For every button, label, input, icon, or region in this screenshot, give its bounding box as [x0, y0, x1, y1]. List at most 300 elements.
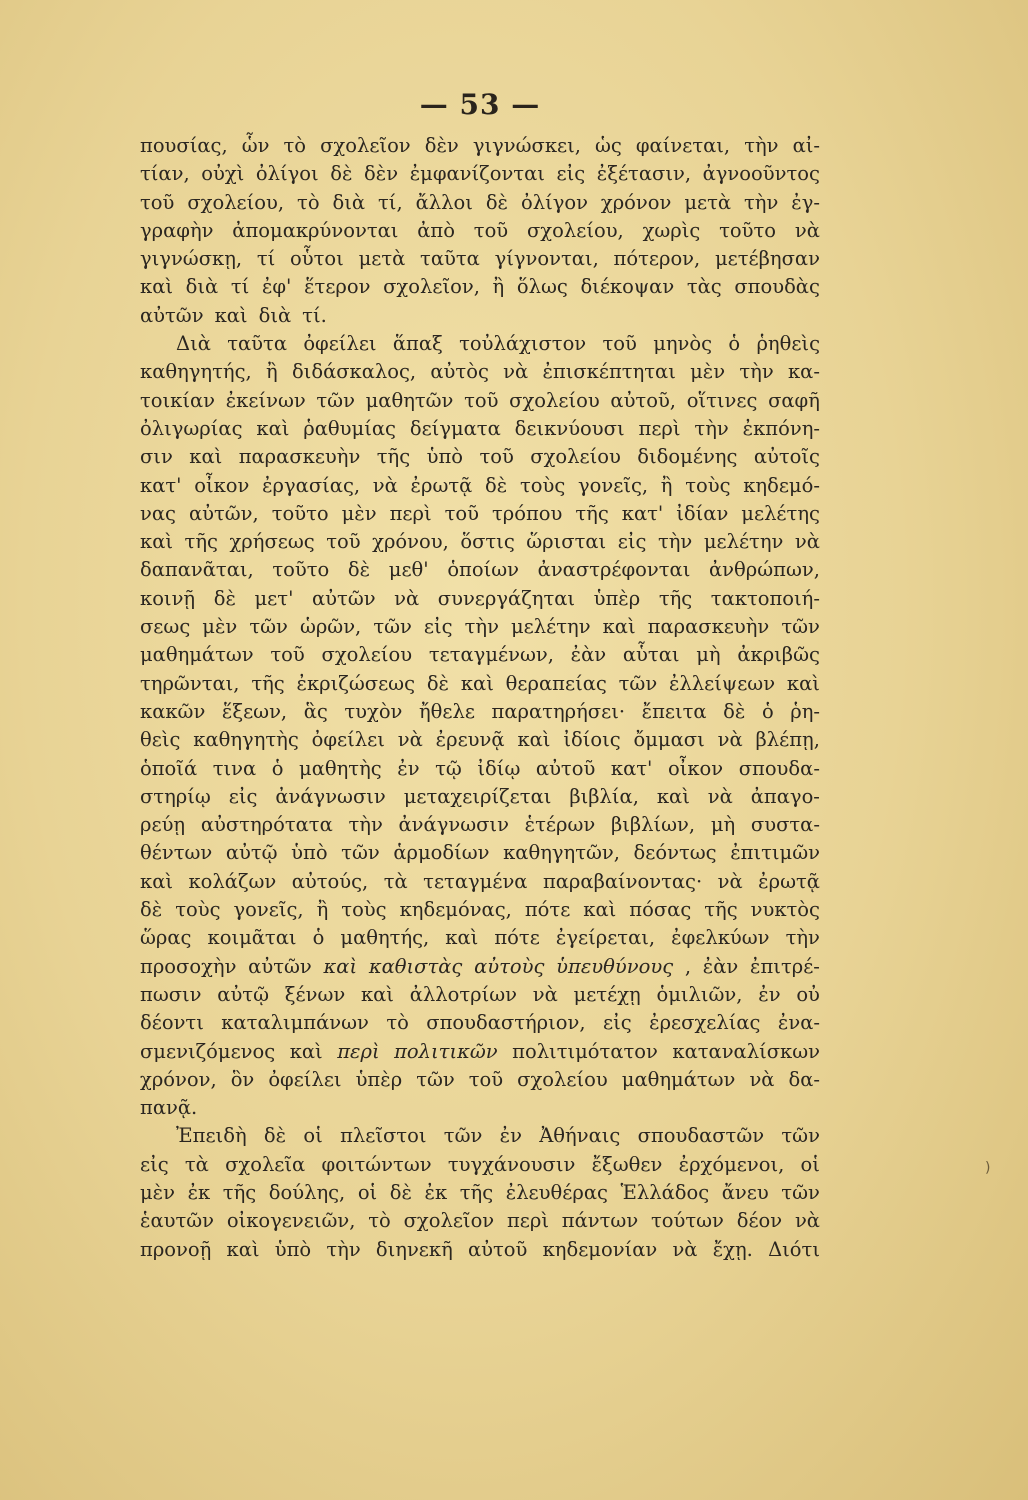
word: τοῦ — [444, 501, 479, 525]
word: νὰ — [794, 530, 820, 554]
word: νὰ — [503, 360, 529, 384]
word: τηρῶνται, — [140, 671, 240, 695]
word: μελέτην — [703, 530, 784, 554]
word: δείγματα — [409, 416, 501, 440]
word: καὶ — [460, 671, 494, 695]
word: αὗται — [622, 643, 680, 667]
word: εἰς — [140, 1152, 169, 1176]
word: τὴν — [694, 416, 729, 440]
word: καθηγητής, — [140, 360, 252, 384]
word: τῶν — [781, 1124, 820, 1148]
word: εἰς — [228, 784, 258, 808]
text-line — [140, 189, 820, 217]
word: Ἀθήναις — [539, 1124, 621, 1148]
word: τῶν — [618, 671, 658, 695]
word: γίγνονται, — [494, 247, 599, 271]
text-line — [140, 953, 820, 981]
word: ὡς — [595, 134, 622, 157]
word: νὰ — [794, 218, 820, 242]
word: περὶ — [389, 501, 432, 525]
word: μελέτην — [511, 615, 591, 639]
word: μετὰ — [684, 190, 732, 214]
word: κατ' — [621, 501, 664, 525]
word: ὀλίγον — [520, 190, 588, 214]
word: ὡρῶν, — [299, 615, 362, 639]
word: διὰ — [258, 303, 292, 327]
text-line — [140, 585, 820, 613]
word: τῆς — [184, 530, 218, 554]
text-line — [140, 811, 820, 839]
word: τῆς — [658, 586, 693, 610]
word: τῶν — [341, 841, 380, 865]
word: καὶ — [256, 416, 290, 440]
word: ἐκ — [187, 1180, 211, 1204]
word: μὲν — [202, 615, 238, 639]
text-line — [140, 868, 820, 896]
word: ἐξέτασιν, — [596, 162, 692, 186]
word: τῆς — [704, 898, 738, 922]
word: τί. — [302, 303, 327, 327]
word: πόσας — [629, 898, 692, 922]
word: ἐκείνων — [225, 388, 306, 412]
word: γονεῖς, — [233, 898, 304, 922]
word: στηρίῳ — [140, 784, 211, 808]
word: καὶ — [140, 530, 174, 554]
word: χρήσεως — [229, 530, 315, 554]
word: ἰδίαν — [676, 501, 729, 525]
word: ὃν — [230, 1067, 255, 1091]
word: ἢ — [316, 898, 329, 922]
word: δὲ — [347, 558, 371, 582]
word: τῶν — [249, 615, 288, 639]
word: ῥηθεὶς — [756, 332, 820, 356]
word: δα- — [788, 1067, 820, 1091]
word: ἔπειτα — [641, 699, 707, 723]
word: νὰ — [372, 473, 398, 497]
word: ἢ — [265, 360, 278, 384]
text-line — [140, 924, 820, 952]
word: ἀνάγνωσιν — [275, 784, 386, 808]
word: τεταγμένα — [423, 869, 528, 893]
text-line — [140, 1236, 820, 1264]
word: νὰ — [717, 869, 743, 893]
word: αἰ- — [792, 134, 820, 157]
word: τοῦ — [464, 388, 499, 412]
word: γραφὴν — [140, 218, 214, 242]
word: περὶ — [506, 1209, 549, 1233]
word: ἄλλοι — [415, 190, 473, 214]
word: ὀλιγωρίας — [140, 416, 243, 440]
word: περὶ — [638, 416, 681, 440]
text-line — [140, 755, 820, 783]
word: εἰς — [603, 1011, 632, 1035]
text-line — [140, 726, 820, 754]
word: οἱ — [800, 1152, 820, 1176]
word: καὶ — [656, 784, 690, 808]
word: ὀφείλει — [311, 728, 385, 752]
text-line — [140, 387, 820, 415]
word: δὲ — [426, 671, 450, 695]
word: τῶν — [781, 1180, 820, 1204]
page-number: — 53 — — [419, 88, 541, 121]
word: καὶ — [140, 275, 174, 299]
word: ἐπιτρέ- — [750, 954, 820, 978]
word: ἅπαξ — [392, 332, 443, 356]
word: καταλιμπάνων — [221, 1011, 369, 1035]
word: σπουδαστήριον, — [426, 1011, 586, 1035]
word: , — [684, 954, 692, 978]
word: δὲ — [723, 699, 746, 723]
word: γιγνώσκῃ, — [140, 247, 243, 271]
word: καὶ — [602, 615, 636, 639]
word: τρόπου — [491, 501, 563, 525]
word: πότερον, — [613, 247, 701, 271]
text-line — [140, 613, 820, 641]
word: ἁρμοδίων — [393, 841, 490, 865]
text-line — [140, 1038, 820, 1066]
word: μελέτης — [741, 501, 820, 525]
word: τῶν — [781, 615, 820, 639]
word: καὶ — [445, 926, 479, 950]
body-text — [140, 132, 820, 1264]
text-line — [140, 443, 820, 471]
text-line — [140, 1179, 820, 1207]
word: ἀναστρέφονται — [537, 558, 691, 582]
word: κατ' — [610, 756, 653, 780]
word: τί, — [378, 190, 403, 214]
word: κατ' — [140, 473, 182, 497]
word: δέοντι — [140, 1011, 204, 1035]
word: μὲν — [690, 360, 726, 384]
word: μὴ — [696, 643, 721, 667]
word: ὑπὸ — [426, 445, 464, 469]
text-line — [140, 1066, 820, 1094]
italic-word: αὐτοὺς — [474, 954, 545, 978]
word: μετέχῃ — [573, 982, 641, 1006]
word: ἐν — [397, 756, 420, 780]
word: τὸ — [368, 1209, 391, 1233]
word: τῶν — [373, 615, 412, 639]
text-line — [140, 641, 820, 669]
word: αὐτῶν — [312, 586, 376, 610]
word: χρόνον, — [140, 1067, 217, 1091]
text-line — [140, 160, 820, 188]
word: σχολεῖον — [403, 1209, 495, 1233]
word: νας — [140, 501, 176, 525]
word: πάντων — [561, 1209, 639, 1233]
word: τεταγμένων, — [428, 643, 554, 667]
word: τῆς — [376, 445, 411, 469]
word: κα- — [787, 360, 820, 384]
word: ὅστις — [460, 530, 515, 554]
word: καὶ — [786, 671, 820, 695]
word: καὶ — [289, 1039, 323, 1063]
word: τοῦ — [140, 190, 175, 214]
word: δεόντως — [633, 841, 717, 865]
word: πολιτιμότατον — [512, 1039, 658, 1063]
word: εἰς — [617, 530, 647, 554]
word: μαθημάτων — [621, 1067, 736, 1091]
word: νὰ — [672, 1237, 698, 1261]
text-line — [140, 302, 820, 330]
word: σπουδα- — [738, 756, 820, 780]
italic-word: καὶ — [323, 954, 358, 978]
word: ἀνθρώπων, — [709, 558, 820, 582]
word: δὲ — [213, 586, 236, 610]
word: ρεύῃ — [140, 813, 186, 837]
word: ἐμφανίζονται — [409, 162, 545, 186]
word: πωσιν — [140, 982, 202, 1006]
text-line — [140, 358, 820, 386]
word: καὶ — [214, 303, 248, 327]
word: καθηγητὴς — [193, 728, 299, 752]
text-line — [140, 981, 820, 1009]
text-line — [140, 132, 820, 160]
word: παραβαίνοντας· — [542, 869, 703, 893]
text-line — [140, 217, 820, 245]
word: τὰ — [184, 1152, 209, 1176]
word: ῥη- — [790, 699, 820, 723]
word: δεικνύουσι — [514, 416, 625, 440]
word: σχολείου — [509, 388, 600, 412]
word: ξένων — [284, 982, 346, 1006]
word: καὶ — [517, 728, 551, 752]
word: φαίνεται, — [635, 134, 731, 157]
word: αὐτοῦ — [467, 1237, 528, 1261]
word: νὰ — [707, 784, 733, 808]
word: τίαν, — [140, 162, 190, 186]
word: ἐκ — [424, 1180, 448, 1204]
word: καὶ — [360, 982, 394, 1006]
word: ἀλλοτρίων — [409, 982, 517, 1006]
word: τὴν — [744, 134, 779, 157]
word: μαθημάτων — [140, 643, 254, 667]
word: τί — [256, 247, 276, 271]
word: ἰδίῳ — [477, 756, 521, 780]
word: ἔξωθεν — [591, 1152, 663, 1176]
word: αὐτοῖς — [753, 445, 820, 469]
word: τὸ — [297, 190, 320, 214]
word: ὀλίγοι — [255, 162, 319, 186]
word: βιβλίων, — [610, 813, 696, 837]
word: πότε — [494, 926, 540, 950]
word: σιν — [140, 445, 173, 469]
word: μετὰ — [358, 247, 406, 271]
text-line — [140, 783, 820, 811]
word: ἐργασίας, — [262, 473, 361, 497]
word: καὶ — [140, 869, 174, 893]
word: ἄνευ — [721, 1180, 769, 1204]
word: ἐγ- — [791, 190, 820, 214]
word: οἱ — [303, 1124, 323, 1148]
word: δέον — [736, 1209, 783, 1233]
word: παρατηρήσει· — [491, 699, 626, 723]
word: οἱ — [357, 1180, 378, 1204]
text-line — [140, 472, 820, 500]
word: βλέπῃ, — [755, 728, 820, 752]
word: τακτοποιή- — [710, 586, 820, 610]
word: σχολείου — [530, 445, 621, 469]
word: ὄμμασι — [633, 728, 705, 752]
word: πανᾷ. — [140, 1096, 198, 1120]
word: Διὰ — [176, 332, 211, 356]
word: συστα- — [750, 813, 820, 837]
word: ταῦτα — [227, 332, 287, 356]
word: συνεργάζηται — [437, 586, 576, 610]
word: σπουδαστῶν — [637, 1124, 765, 1148]
word: γιγνώσκει, — [472, 134, 581, 157]
italic-word: καθιστὰς — [368, 954, 463, 978]
word: ἐρχόμενοι, — [678, 1152, 785, 1176]
word: καταναλίσκων — [672, 1039, 820, 1063]
word: ἐπιτιμῶν — [730, 841, 820, 865]
word: ἐπισκέπτηται — [542, 360, 676, 384]
word: ἐν — [758, 982, 781, 1006]
word: αὐτὸς — [430, 360, 489, 384]
word: ἐρωτᾷ — [758, 869, 820, 893]
italic-word: πολιτικῶν — [394, 1039, 498, 1063]
word: ἕτερον — [304, 275, 371, 299]
word: οἰκογενειῶν, — [226, 1209, 356, 1233]
word: ἑαυτῶν — [140, 1209, 215, 1233]
word: αὐτούς, — [291, 869, 369, 893]
word: φοιτώντων — [321, 1152, 432, 1176]
word: τὴν — [743, 190, 779, 214]
word: μεταχειρίζεται — [403, 784, 552, 808]
word: τινα — [212, 756, 257, 780]
word: χωρὶς — [642, 218, 701, 242]
word: ἀνάγνωσιν — [398, 813, 509, 837]
word: μηνὸς — [653, 332, 713, 356]
word: ἑτέρων — [524, 813, 596, 837]
word: εἰς — [556, 162, 586, 186]
word: μὲν — [341, 501, 377, 525]
margin-mark: ) — [985, 1160, 991, 1176]
word: ὑπὸ — [291, 841, 328, 865]
word: ὁμιλιῶν, — [656, 982, 743, 1006]
word: καὶ — [226, 1237, 260, 1261]
word: καὶ — [189, 445, 223, 469]
word: μαθητής, — [340, 926, 430, 950]
word: σμενιζόμενος — [140, 1039, 276, 1063]
word: ὀφείλει — [268, 1067, 342, 1091]
word: ἀκριβῶς — [737, 643, 820, 667]
word: ἀπομακρύνονται — [232, 218, 399, 242]
word: οἶκον — [194, 473, 250, 497]
word: καὶ — [583, 898, 617, 922]
word: νυκτὸς — [750, 898, 820, 922]
word: οὐ — [796, 982, 820, 1006]
word: σπουδὰς — [734, 275, 820, 299]
word: σχολείου — [517, 1067, 608, 1091]
word: προνοῇ — [140, 1237, 212, 1261]
word: κακῶν — [140, 699, 206, 723]
word: ἀπὸ — [417, 218, 455, 242]
word: τοῦ — [326, 530, 361, 554]
word: πουσίας, — [140, 134, 228, 157]
word: μὲν — [140, 1180, 175, 1204]
word: διδάσκαλος, — [291, 360, 417, 384]
word: σεως — [140, 615, 191, 639]
word: τὴν — [464, 615, 499, 639]
word: μετέβησαν — [714, 247, 820, 271]
word: ἕξεων, — [221, 699, 288, 723]
word: τοικίαν — [140, 388, 216, 412]
word: σχολεῖον, — [383, 275, 480, 299]
text-line — [140, 839, 820, 867]
word: ἐφελκύων — [671, 926, 770, 950]
word: θεραπείας — [505, 671, 607, 695]
word: βιβλία, — [569, 784, 639, 808]
word: ὑπὲρ — [593, 586, 641, 610]
word: καθηγητῶν, — [503, 841, 620, 865]
word: ὑπὲρ — [355, 1067, 403, 1091]
word: νὰ — [749, 1067, 775, 1091]
word: κηδεμονίαν — [542, 1237, 658, 1261]
word: νὰ — [397, 728, 423, 752]
word: σχολείου, — [187, 190, 285, 214]
italic-word: ὑπευθύνους — [556, 954, 674, 978]
word: παρασκευὴν — [238, 445, 361, 469]
word: ὅλως — [516, 275, 568, 299]
word: αὐτῶν, — [188, 501, 259, 525]
word: ὁ — [312, 926, 325, 950]
word: κοινῇ — [140, 586, 196, 610]
word: Ἑλλάδος — [620, 1180, 710, 1204]
word: ἐλλείψεων — [668, 671, 776, 695]
word: χρόνου, — [372, 530, 449, 554]
word: ὁ — [728, 332, 741, 356]
word: ἐρωτᾷ — [410, 473, 473, 497]
text-line — [140, 245, 820, 273]
word: ἰδίοις — [563, 728, 621, 752]
word: τοῦ — [473, 218, 509, 242]
word: δὲ — [485, 190, 509, 214]
word: μαθητῶν — [365, 388, 454, 412]
word: τοὺς — [519, 473, 566, 497]
word: κοιμᾶται — [207, 926, 297, 950]
word: ἐκπόνη- — [742, 416, 820, 440]
italic-word: περὶ — [337, 1039, 380, 1063]
word: δὲν — [364, 162, 399, 186]
word: τῶν — [316, 388, 355, 412]
word: οἶκον — [667, 756, 724, 780]
word: παρασκευὴν — [647, 615, 770, 639]
word: τοῦ — [270, 643, 305, 667]
word: μὴ — [710, 813, 736, 837]
text-line — [140, 528, 820, 556]
word: αὐτῶν — [248, 954, 312, 978]
word: ἤθελε — [418, 699, 475, 723]
word: σχολείου, — [526, 218, 624, 242]
text-line — [140, 415, 820, 443]
word: ὁ — [761, 699, 774, 723]
word: ὥρισται — [526, 530, 607, 554]
word: τοῦ — [479, 445, 514, 469]
word: κηδεμόνας, — [399, 898, 512, 922]
word: κηδεμό- — [743, 473, 820, 497]
word: τοὺς — [685, 473, 731, 497]
word: ὑπὸ — [274, 1237, 312, 1261]
word: δὲ — [140, 898, 163, 922]
word: οἵτινες — [686, 388, 758, 412]
text-line — [140, 556, 820, 584]
word: τυγχάνουσιν — [447, 1152, 576, 1176]
word: τοῦ — [468, 1067, 504, 1091]
word: ὁ — [271, 756, 284, 780]
word: νὰ — [794, 1209, 820, 1233]
word: τὰς — [686, 275, 722, 299]
